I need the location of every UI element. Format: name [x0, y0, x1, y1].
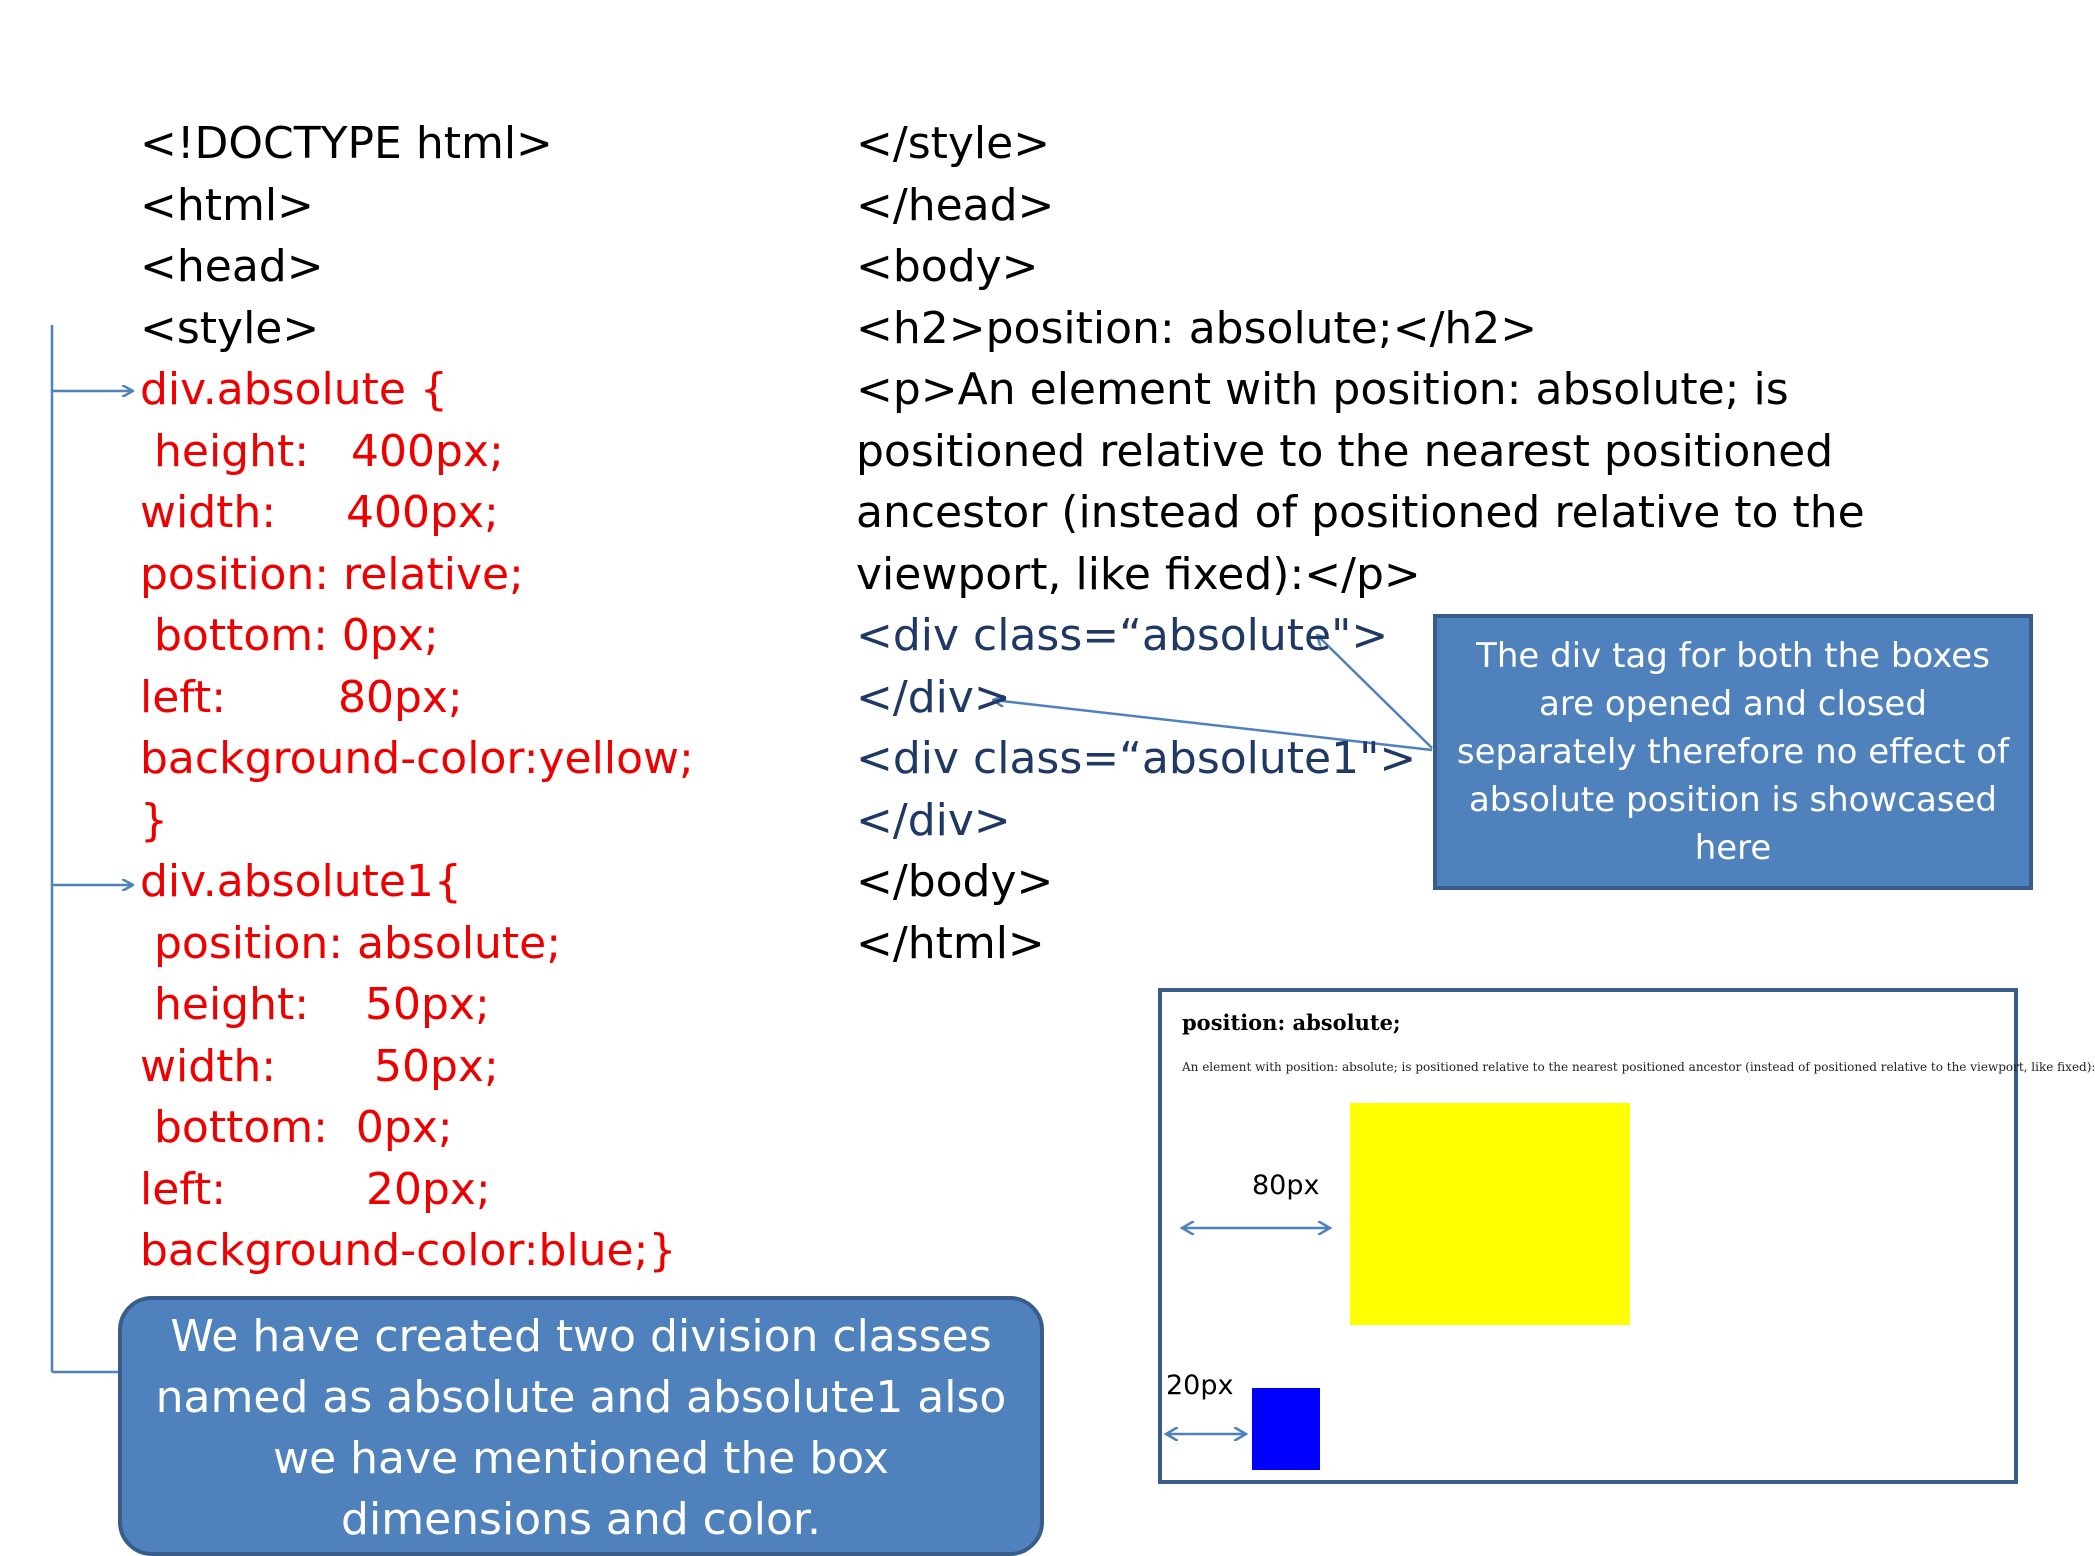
code-line: width: 400px; — [140, 487, 499, 538]
code-line: background-color:yellow; — [140, 733, 694, 784]
code-line: } — [140, 795, 168, 846]
dimension-label-80px: 80px — [1252, 1170, 1320, 1201]
code-line: </head> — [856, 180, 1055, 231]
code-line: </body> — [856, 856, 1054, 907]
code-line: position: relative; — [140, 549, 524, 600]
preview-heading: position: absolute; — [1182, 1010, 1401, 1035]
code-line: <h2>position: absolute;</h2> — [856, 303, 1538, 354]
code-line: div.absolute { — [140, 364, 448, 415]
dimension-arrows — [1162, 992, 2095, 1480]
code-line: <style> — [140, 303, 320, 354]
code-line: width: 50px; — [140, 1041, 499, 1092]
code-line: height: 400px; — [140, 426, 504, 477]
output-preview — [1158, 988, 2095, 1484]
code-line: <div class=“absolute1"> — [856, 733, 1417, 784]
code-line: <body> — [856, 241, 1039, 292]
code-line: background-color:blue;} — [140, 1225, 677, 1276]
code-line: viewport, like fixed):</p> — [856, 549, 1421, 600]
code-line: height: 50px; — [140, 979, 490, 1030]
code-line: </style> — [856, 118, 1051, 169]
code-line: left: 80px; — [140, 672, 463, 723]
callout-div-tags-text: The div tag for both the boxes are opened and closed separately therefore no effect of absolute position is showcased here — [1456, 636, 2010, 868]
code-line: left: 20px; — [140, 1164, 491, 1215]
code-line: <p>An element with position: absolute; is — [856, 364, 1789, 415]
callout-div-tags — [1433, 614, 2033, 890]
code-line: div.absolute1{ — [140, 856, 462, 907]
callout-division-classes-text: We have created two division classes named as absolute and absolute1 also we have mentioned the box dimensions and color. — [155, 1311, 1007, 1545]
code-line: <div class=“absolute"> — [856, 610, 1389, 661]
dimension-label-20px: 20px — [1166, 1370, 1234, 1401]
code-line: positioned relative to the nearest positioned — [856, 426, 1834, 477]
code-line: position: absolute; — [140, 918, 562, 969]
callout-division-classes — [118, 1296, 1044, 1556]
code-line: bottom: 0px; — [140, 610, 439, 661]
code-line: </div> — [856, 672, 1011, 723]
code-line: </html> — [856, 918, 1045, 969]
code-line: <head> — [140, 241, 324, 292]
code-line: <!DOCTYPE html> — [140, 118, 553, 169]
code-line: <html> — [140, 180, 314, 231]
code-line: ancestor (instead of positioned relative to the — [856, 487, 1865, 538]
preview-paragraph: An element with position: absolute; is positioned relative to the nearest positioned ancestor (instead of positioned relative to the viewport, like fixed): — [1182, 1060, 2095, 1074]
code-line: </div> — [856, 795, 1011, 846]
code-line: bottom: 0px; — [140, 1102, 453, 1153]
